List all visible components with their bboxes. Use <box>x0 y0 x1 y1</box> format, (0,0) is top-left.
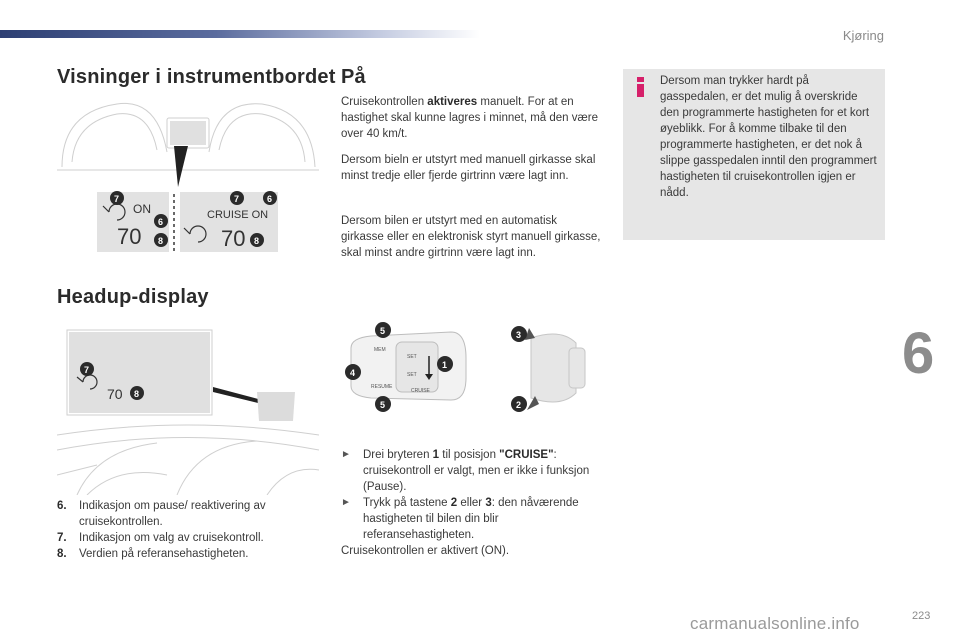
dash2-speed: 70 <box>221 226 246 251</box>
stalk-label-set-plus: SET <box>407 354 417 360</box>
step2-num3: 3 <box>485 497 492 509</box>
hud-figure <box>57 325 319 495</box>
stalk-callout-5a: 5 <box>380 326 386 336</box>
legend-num: 8. <box>57 548 67 560</box>
steps-list <box>341 447 603 559</box>
stalk-callout-4: 4 <box>350 368 356 378</box>
dash2-label: CRUISE ON <box>207 209 269 221</box>
stalk-label-set-minus: SET <box>407 372 417 378</box>
info-text: Dersom man trykker hardt på gasspedalen, er det mulig å overskride den programmerte hastigheten for et kort øyeblikk. For å komme tilbake til den programmerte hastigheten, er det nok å slippe gasspedalen inntil den programmert hastigheten til cruisekontrollen igjen er nådd. <box>660 75 877 199</box>
paragraph-automatic-gearbox: Dersom bilen er utstyrt med en automatisk girkasse eller en elektronisk styrt manuell girkasse, skal minst andre girtrinn være lagt inn. <box>341 215 601 259</box>
chapter-number: 6 <box>902 321 935 386</box>
hud-callout-8: 8 <box>134 389 140 399</box>
legend-text: Indikasjon om valg av cruisekontroll. <box>79 532 264 544</box>
section-label: Kjøring <box>842 28 884 43</box>
title-pa: På <box>341 66 366 88</box>
legend-num: 7. <box>57 532 67 544</box>
cruise-stalk-figure <box>341 318 603 418</box>
legend-list <box>57 498 317 562</box>
dash2-callout-8: 8 <box>254 236 260 246</box>
step1-num: 1 <box>432 449 440 461</box>
legend-text: Verdien på referansehastigheten. <box>79 548 249 560</box>
stalk-callout-5b: 5 <box>380 400 386 410</box>
dash2-callout-7: 7 <box>234 194 240 204</box>
p1-text: Cruisekontrollen <box>341 96 428 108</box>
steps-footer: Cruisekontrollen er aktivert (ON). <box>341 545 510 557</box>
step1-text3: : cruisekontroll er valgt, men er ikke i funksjon (Pause). <box>363 449 590 493</box>
legend-item <box>57 530 317 546</box>
stalk-callout-2: 2 <box>516 400 522 410</box>
bullet-arrow-icon: ► <box>341 449 351 460</box>
instrument-panel-figure <box>57 92 319 267</box>
step2-num2: 2 <box>450 497 458 509</box>
stalk-label-cruise: CRUISE <box>411 388 430 394</box>
legend-item <box>57 498 317 530</box>
legend-item <box>57 546 317 562</box>
hud-callout-7: 7 <box>84 365 90 375</box>
paragraph-activation <box>341 94 603 142</box>
bullet-arrow-icon: ► <box>341 497 351 508</box>
dash1-callout-8: 8 <box>158 236 164 246</box>
stalk-label-resume: RESUME <box>371 384 393 390</box>
step-item <box>341 495 603 543</box>
dash1-speed: 70 <box>117 224 142 249</box>
info-box <box>623 69 885 240</box>
dash2-callout-6: 6 <box>267 194 273 204</box>
title-hud: Headup-display <box>57 286 209 308</box>
legend-num: 6. <box>57 500 67 512</box>
step2-text: Trykk på tastene <box>363 497 451 509</box>
step2-text2: eller <box>457 497 486 509</box>
step1-cruise: "CRUISE" <box>499 449 554 461</box>
step-item <box>341 447 603 495</box>
title-instrument: Visninger i instrumentbordet <box>57 66 336 88</box>
step1-text2: til posisjon <box>439 449 500 461</box>
hud-speed: 70 <box>107 386 123 402</box>
dash1-callout-6: 6 <box>158 217 164 227</box>
stalk-callout-1: 1 <box>442 360 448 370</box>
legend-text: Indikasjon om pause/ reaktivering av cruisekontrollen. <box>79 500 266 528</box>
watermark: carmanualsonline.info <box>690 614 860 633</box>
paragraph-manual-gearbox: Dersom bieln er utstyrt med manuell girkasse skal minst tredje eller fjerde girtrinn være lagt inn. <box>341 154 596 182</box>
dash1-label: ON <box>133 202 151 216</box>
p1-bold: aktiveres <box>427 96 478 108</box>
step1-text: Drei bryteren <box>363 449 433 461</box>
header-color-bar <box>0 30 480 38</box>
p1-text-post: manuelt. For at en hastighet skal kunne lagres i minnet, må den være over 40 km/t. <box>341 96 598 140</box>
stalk-label-mem: MEM <box>374 347 386 353</box>
step2-text3: : den nåværende hastigheten til bilen din blir referansehastigheten. <box>363 497 579 541</box>
dash1-callout-7: 7 <box>114 194 120 204</box>
page-number: 223 <box>912 610 931 622</box>
stalk-callout-3: 3 <box>516 330 522 340</box>
info-icon <box>634 77 648 97</box>
